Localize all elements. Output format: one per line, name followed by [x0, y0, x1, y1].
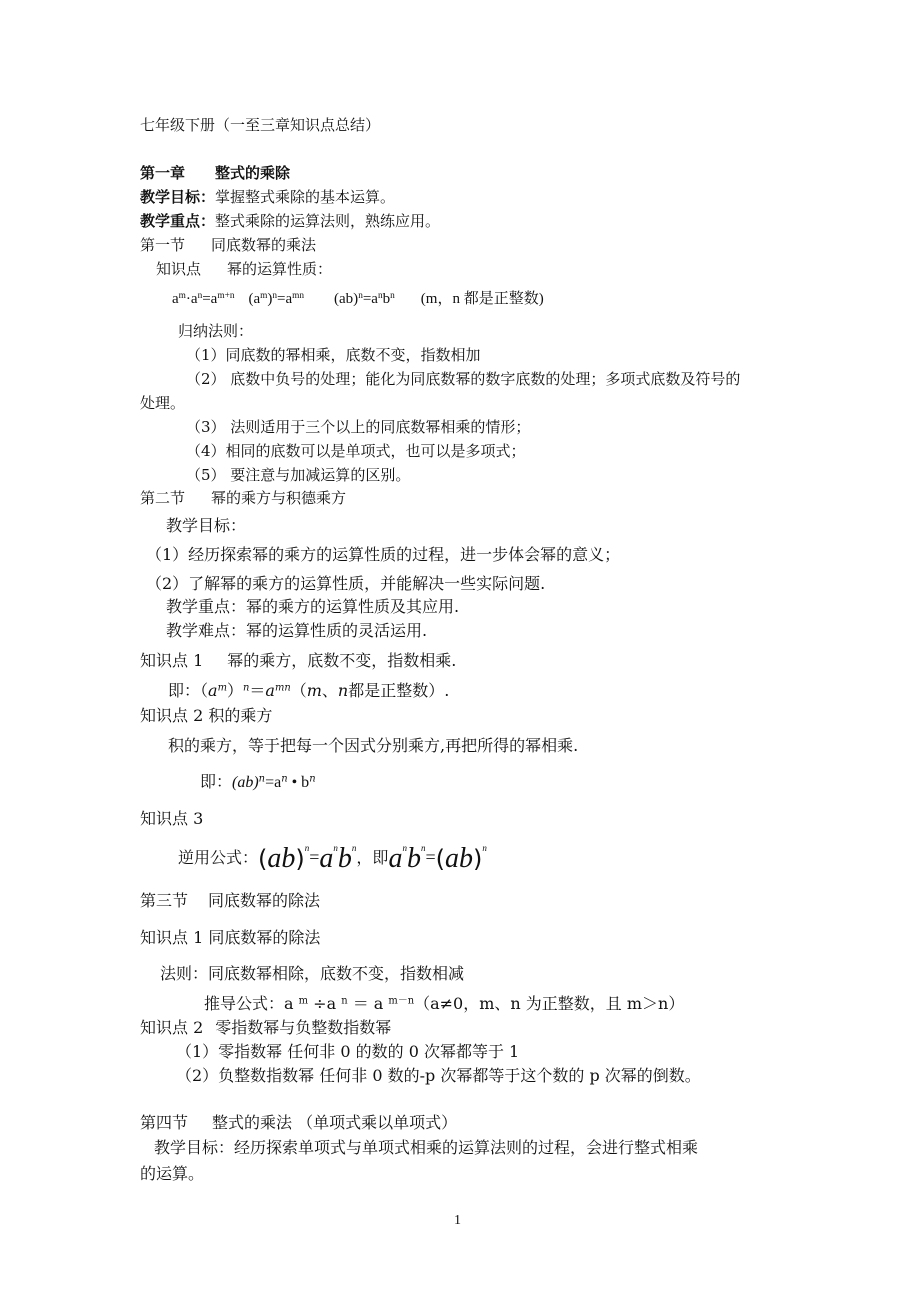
- s2-kp3-heading: 知识点 3: [140, 809, 204, 828]
- focus-label: 教学重点：: [140, 212, 216, 230]
- s2-kp3-formula: 逆用公式：$(ab)^n=a^nb^n$，即$a^nb^n=(ab)^n$: [178, 843, 487, 874]
- section-name: 同底数幂的乘法: [211, 236, 317, 254]
- section-3-heading: 第三节 同底数幂的除法: [140, 891, 321, 910]
- focus-text: 整式乘除的运算法则，熟练应用。: [215, 212, 441, 230]
- s3-negative-exponent: （2）负整数指数幂 任何非 0 数的-p 次幂都等于这个数的 p 次幂的倒数。: [176, 1066, 701, 1085]
- s3-derivation: 推导公式：a $^m$ ÷a $^n$ ＝ a $^{m-n}$（a≠0，m、n 为正整数，且 m＞n）: [204, 994, 685, 1013]
- s2-difficulty: 教学难点：幂的运算性质的灵活运用.: [166, 621, 428, 640]
- formula-product: $a^m\cdot a^n=a^{m+n}$: [172, 290, 235, 307]
- s2-focus: 教学重点：幂的乘方的运算性质及其应用.: [166, 597, 460, 616]
- formula-product-power: $(ab)^n=a^nb^n$: [334, 290, 395, 307]
- s2-goal-2: （2）了解幂的乘方的运算性质，并能解决一些实际问题.: [146, 574, 546, 593]
- power-rules-formulas: [172, 290, 544, 308]
- s1-knowledge-point: 知识点 幂的运算性质：: [156, 260, 333, 278]
- rule-2: （2） 底数中负号的处理；能化为同底数幂的数字底数的处理；多项式底数及符号的: [186, 370, 741, 388]
- s4-goal: 教学目标：经历探索单项式与单项式相乘的运算法则的过程，会进行整式相乘: [154, 1138, 699, 1157]
- document-title: 七年级下册（一至三章知识点总结）: [140, 116, 381, 134]
- formula-power: $(a^m)^n=a^{mn}$: [248, 290, 305, 307]
- s2-kp2-text: 积的乘方，等于把每一个因式分别乘方,再把所得的幂相乘.: [168, 736, 579, 755]
- chapter-label: 第一章: [140, 164, 186, 182]
- s3-kp1: 知识点 1 同底数幂的除法: [140, 928, 321, 947]
- s2-kp2-formula: 即：$(ab)^n=a^n$ • $b^n$: [200, 772, 316, 791]
- s2-goal-title: 教学目标：: [166, 516, 247, 535]
- s3-zero-exponent: （1）零指数幂 任何非 0 的数的 0 次幂都等于 1: [176, 1042, 520, 1061]
- chapter-1-goal: [140, 188, 395, 206]
- rule-5: （5） 要注意与加减运算的区别。: [186, 466, 411, 484]
- goal-text: 掌握整式乘除的基本运算。: [215, 188, 396, 206]
- chapter-1-heading: [140, 164, 290, 182]
- rule-1: （1）同底数的幂相乘，底数不变，指数相加: [186, 346, 481, 364]
- s2-kp1: 知识点 1 幂的乘方，底数不变，指数相乘.: [140, 651, 457, 670]
- rules-title: 归纳法则：: [178, 322, 254, 340]
- s4-goal-continued: 的运算。: [140, 1164, 205, 1183]
- s2-kp1-formula: 即：$(a^m)^n=a^{mn}(m$、n都是正整数）.: [168, 681, 450, 700]
- s3-rule: 法则：同底数幂相除，底数不变，指数相减: [160, 964, 465, 983]
- s2-goal-1: （1）经历探索幂的乘方的运算性质的过程，进一步体会幂的意义；: [146, 545, 621, 564]
- section-1-heading: [140, 236, 316, 254]
- rule-2-continued: 处理。: [140, 394, 186, 412]
- reverse-formula-right: $a^nb^n=(ab)^n$: [388, 843, 487, 874]
- rule-4: （4）相同的底数可以是单项式，也可以是多项式；: [186, 442, 526, 460]
- chapter-name: 整式的乘除: [215, 164, 291, 182]
- rule-3: （3） 法则适用于三个以上的同底数幂相乘的情形；: [186, 418, 531, 436]
- s3-kp2: 知识点 2 零指数幂与负整数指数幂: [140, 1018, 392, 1037]
- section-4-heading: 第四节 整式的乘法 （单项式乘以单项式）: [140, 1113, 458, 1132]
- reverse-formula-left: $(ab)^n=a^nb^n$: [258, 843, 357, 874]
- goal-label: 教学目标：: [140, 188, 216, 206]
- page-number: 1: [454, 1213, 461, 1228]
- chapter-1-focus: [140, 212, 440, 230]
- formula-condition: (m，n 都是正整数): [420, 291, 544, 307]
- section-2-heading: 第二节 幂的乘方与积德乘方: [140, 489, 347, 507]
- s2-kp2-heading: 知识点 2 积的乘方: [140, 706, 273, 725]
- section-label: 第一节: [140, 236, 186, 254]
